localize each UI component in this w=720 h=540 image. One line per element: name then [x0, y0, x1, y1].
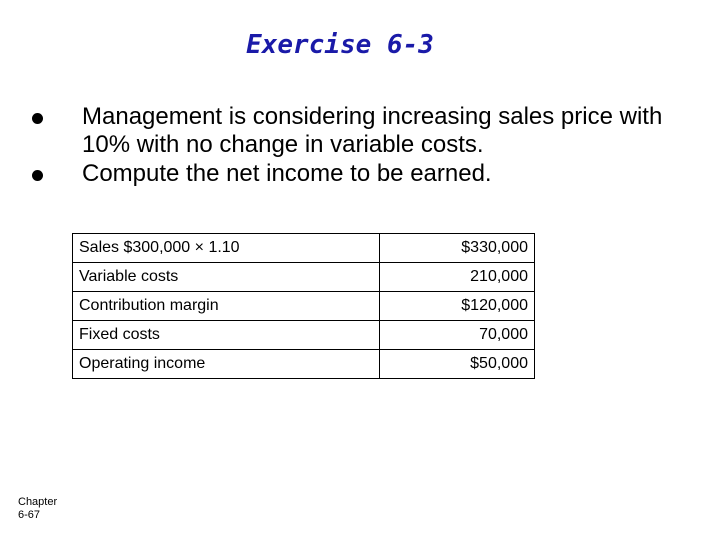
bullet-text: Management is considering increasing sales price with 10% with no change in variable costs.	[82, 103, 663, 158]
slide-title: Exercise 6-3	[246, 30, 434, 60]
row-label: Operating income	[73, 350, 380, 379]
row-value: $120,000	[380, 292, 535, 321]
table-row	[73, 350, 535, 379]
income-table	[72, 233, 535, 379]
row-label: Contribution margin	[73, 292, 380, 321]
row-value: 70,000	[380, 321, 535, 350]
table-row	[73, 321, 535, 350]
bullet-item	[30, 160, 690, 188]
bullet-dot-icon	[32, 170, 43, 181]
chapter-label-line1: Chapter	[18, 496, 58, 508]
row-value: 210,000	[380, 263, 535, 292]
row-value: $330,000	[380, 234, 535, 263]
chapter-label	[18, 496, 57, 522]
bullet-dot-icon	[32, 113, 43, 124]
table-row	[73, 263, 535, 292]
chapter-label-line2: 6-67	[18, 509, 41, 521]
bullet-text: Compute the net income to be earned.	[82, 160, 492, 187]
table-row	[73, 234, 535, 263]
row-label: Variable costs	[73, 263, 380, 292]
table-row	[73, 292, 535, 321]
bullet-item	[30, 103, 690, 159]
row-label: Sales $300,000 × 1.10	[73, 234, 380, 263]
row-value: $50,000	[380, 350, 535, 379]
row-label: Fixed costs	[73, 321, 380, 350]
bullet-list	[30, 103, 690, 189]
